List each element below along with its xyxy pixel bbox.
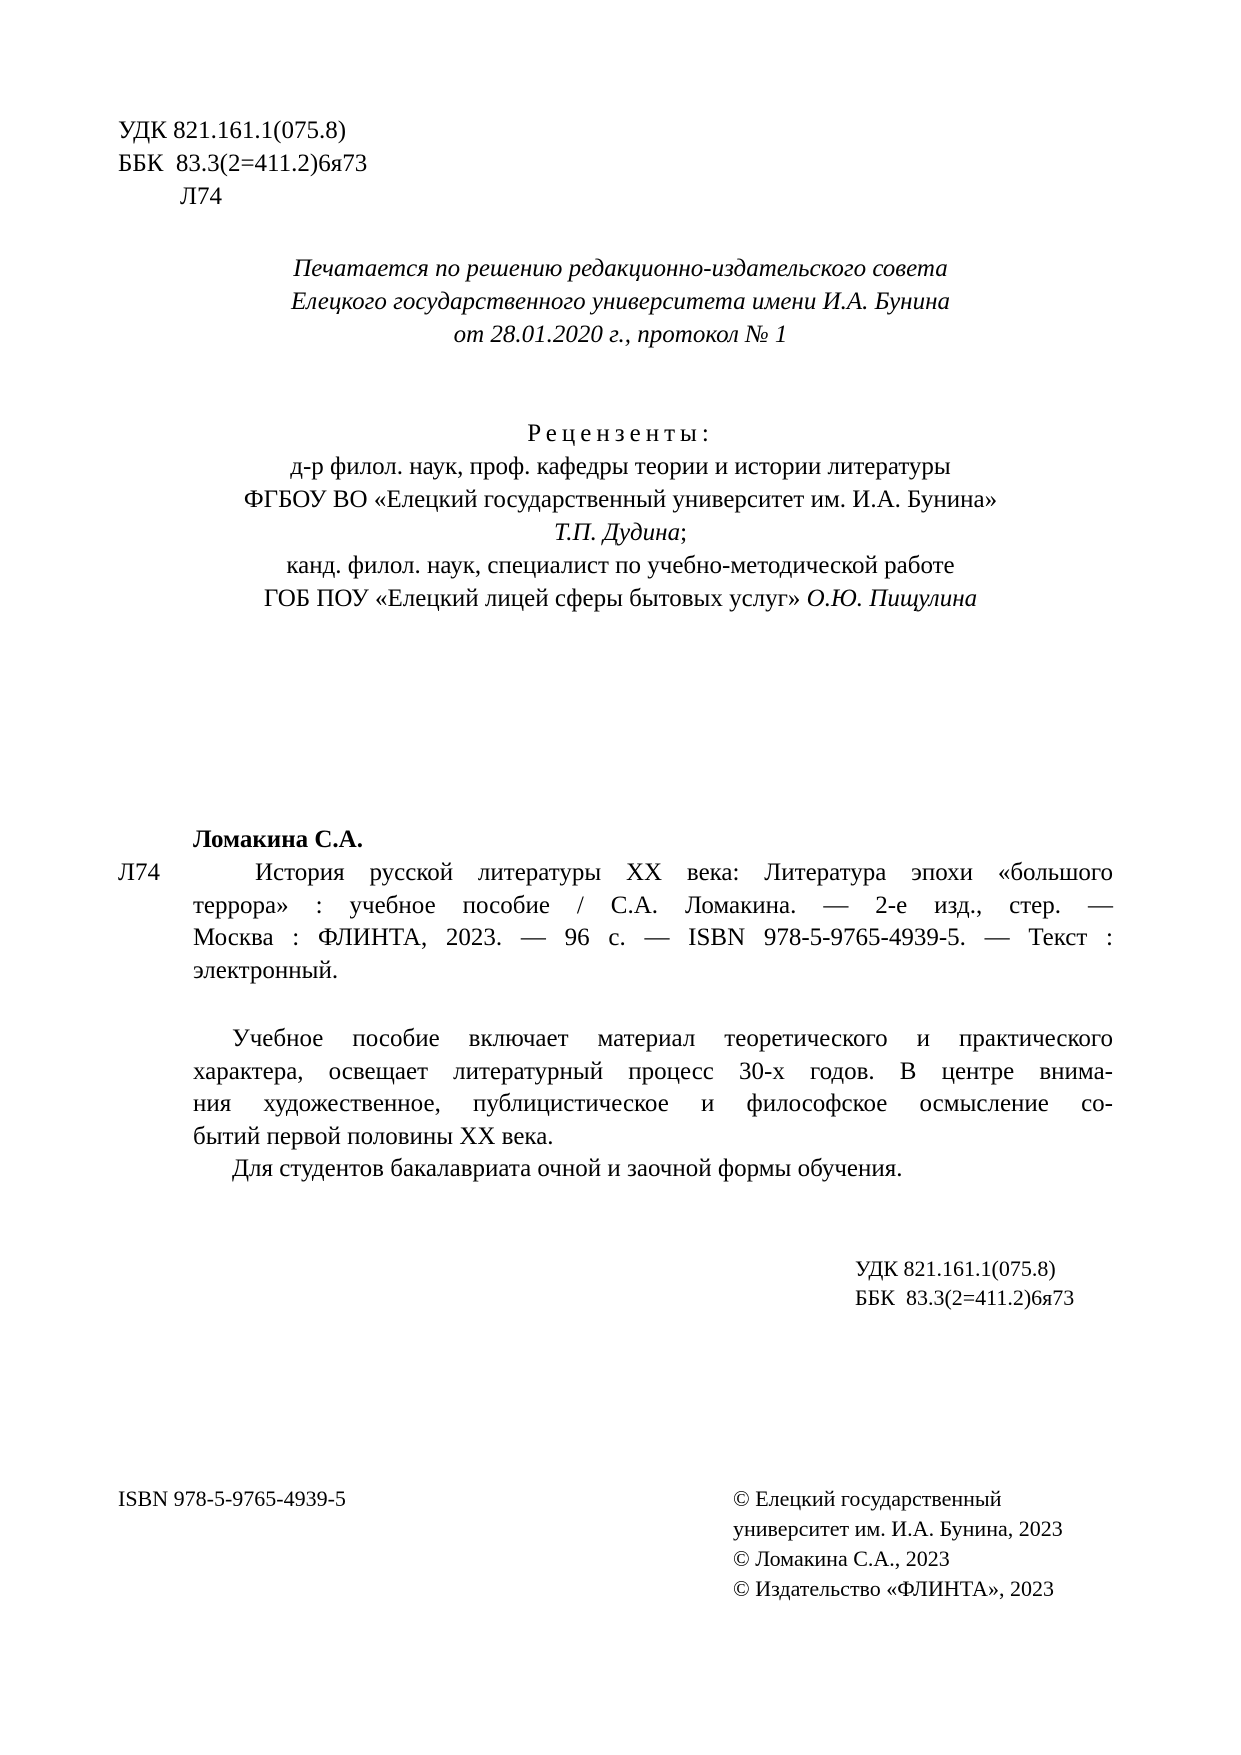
reviewer-1-name-line: [0, 517, 1241, 549]
copyright-1-line-2: университет им. И.А. Бунина, 2023: [733, 1516, 1063, 1541]
reviewer-2-org: ГОБ ПОУ «Елецкий лицей сферы бытовых услуг»: [263, 585, 801, 612]
header-code: Л74: [180, 183, 222, 210]
bibliographic-line-2: террора» : учебное пособие / С.А. Ломакина. — 2-е изд., стер. —: [193, 891, 1113, 919]
approval-line-3: от 28.01.2020 г., протокол № 1: [453, 321, 788, 348]
approval-line-1: Печатается по решению редакционно-издательского совета: [293, 255, 948, 282]
annotation: [193, 1023, 1113, 1186]
footer-isbn: ISBN 978-5-9765-4939-5: [118, 1486, 346, 1511]
annotation-line-4: бытий первой половины XX века.: [193, 1122, 554, 1150]
annotation-line-1: Учебное пособие включает материал теоретического и практического: [232, 1025, 1113, 1052]
copyright-2: © Ломакина С.А., 2023: [733, 1546, 950, 1571]
bibliographic-line-1: История русской литературы XX века: Литература эпохи «большого: [255, 859, 1113, 886]
annotation-line-2: характера, освещает литературный процесс 30-х годов. В центре внима-: [193, 1057, 1113, 1085]
annotation-line-3: ния художественное, публицистическое и философское осмысление со-: [193, 1090, 1113, 1117]
bibliographic-description: [193, 857, 1113, 987]
reviewer-2-line-2: [0, 583, 1241, 615]
reviewer-1-name: Т.П. Дудина: [553, 519, 681, 546]
reviewer-2-line-1: канд. филол. наук, специалист по учебно-методической работе: [286, 552, 955, 579]
classification-bbk: ББК 83.3(2=411.2)6я73: [855, 1285, 1075, 1310]
bibliographic-line-4: электронный.: [193, 956, 339, 984]
reviewer-2-name: О.Ю. Пищулина: [806, 585, 978, 612]
reviewer-1-line-2: ФГБОУ ВО «Елецкий государственный университет им. И.А. Бунина»: [243, 486, 998, 513]
reviewer-1-separator: ;: [680, 519, 688, 546]
header-bbk: ББК 83.3(2=411.2)6я73: [118, 150, 368, 177]
reviewers-title: Рецензенты:: [527, 420, 714, 447]
copyright-1-line-1: © Елецкий государственный: [733, 1486, 1002, 1511]
header-udk: УДК 821.161.1(075.8): [118, 117, 347, 144]
copyright-3: © Издательство «ФЛИНТА», 2023: [733, 1576, 1054, 1601]
bibliographic-author: Ломакина С.А.: [193, 826, 363, 853]
classification-udk: УДК 821.161.1(075.8): [855, 1256, 1056, 1281]
bibliographic-line-3: Москва : ФЛИНТА, 2023. — 96 с. — ISBN 978-5-9765-4939-5. — Текст :: [193, 924, 1113, 951]
bibliographic-code: Л74: [118, 859, 160, 886]
annotation-line-5: Для студентов бакалавриата очной и заочной формы обучения.: [232, 1155, 903, 1182]
reviewer-1-line-1: д-р филол. наук, проф. кафедры теории и истории литературы: [290, 453, 951, 480]
approval-line-2: Елецкого государственного университета имени И.А. Бунина: [291, 288, 950, 315]
